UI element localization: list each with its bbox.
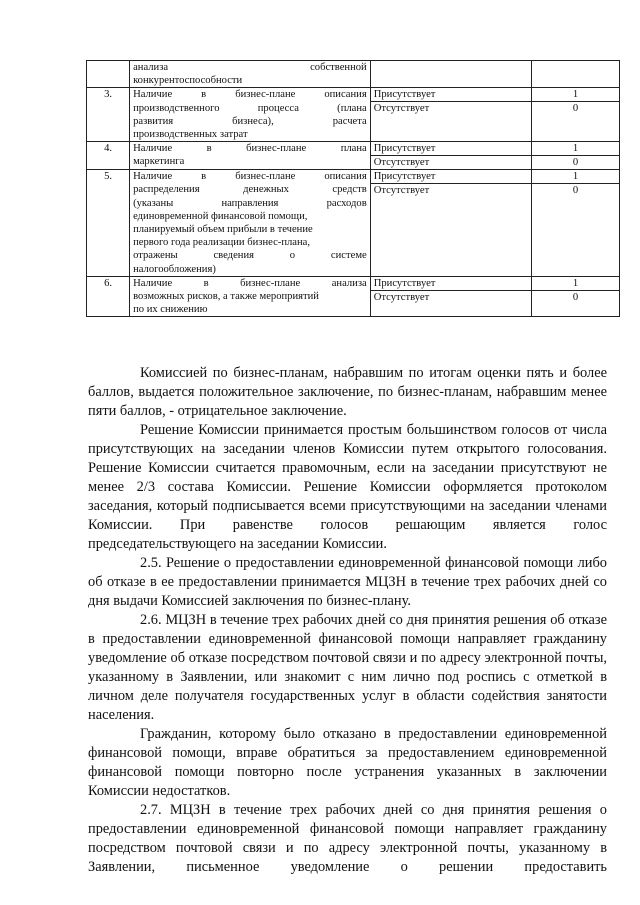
row-number-cell: 4. — [87, 142, 130, 170]
option-present: Присутствует — [373, 171, 436, 183]
criterion-line: конкурентоспособности — [133, 75, 243, 87]
criterion-line: Наличие в бизнес-плане описания — [133, 171, 367, 183]
criterion-cell — [130, 61, 371, 88]
criterion-line: единовременной финансовой помощи, — [133, 210, 308, 222]
option-absent: Отсутствует — [371, 183, 531, 197]
criterion-line: Наличие в бизнес-плане описания — [133, 89, 367, 101]
criterion-line: отражены сведения о системе — [133, 250, 367, 262]
criterion-line: развития бизнеса), расчета — [133, 115, 367, 127]
score-absent: 0 — [532, 155, 619, 169]
table-row — [87, 61, 620, 88]
criterion-line: первого года реализации бизнес-плана, — [133, 237, 311, 249]
criterion-line: Наличие в бизнес-плане анализа — [133, 277, 367, 289]
paragraph: 2.7. МЦЗН в течение трех рабочих дней со дня принятия решения о предоставлении единовременной финансовой помощи направляет гражданину посредством почтовой связи и по адресу электронной почты, указанному в Заявлении, письменное уведомление о решении предоставить — [88, 802, 607, 875]
paragraph: Комиссией по бизнес-планам, набравшим по итогам оценки пять и более баллов, выдается положительное заключение, по бизнес-планам, набравшим менее пяти баллов, - отрицательное заключение. — [88, 365, 607, 419]
option-absent: Отсутствует — [371, 290, 531, 304]
score-cell — [532, 142, 620, 170]
score-absent: 0 — [532, 290, 619, 304]
option-present: Присутствует — [373, 89, 436, 101]
paragraph: Решение Комиссии принимается простым большинством голосов от числа присутствующих на заседании членов Комиссии путем открытого голосования. Решение Комиссии считается правомочным, если на заседании присутствуют не менее 2/3 состава Комиссии. Решение Комиссии оформляется протоколом заседания, который подписывается всеми присутствующими на заседании членами Комиссии. При равенстве голосов решающим является голос председательствующего на заседании Комиссии. — [88, 422, 607, 552]
score-cell — [532, 170, 620, 277]
option-absent: Отсутствует — [371, 155, 531, 169]
criterion-line: по их снижению — [133, 304, 208, 316]
criterion-line: маркетинга — [133, 156, 185, 168]
criterion-line: Наличие в бизнес-плане плана — [133, 143, 367, 155]
body-text — [88, 364, 607, 877]
score-cell — [532, 276, 620, 317]
paragraph: 2.5. Решение о предоставлении единовременной финансовой помощи либо об отказе в ее предоставлении принимается МЦЗН в течение трех рабочих дней со дня выдачи Комиссией заключения по бизнес-плану. — [88, 555, 607, 609]
criterion-line: планируемый объем прибыли в течение — [133, 224, 313, 236]
option-cell — [370, 88, 531, 142]
row-number-cell: 6. — [87, 276, 130, 317]
criterion-line: производственного процесса (плана — [133, 102, 367, 114]
criterion-cell — [130, 88, 371, 142]
table-row — [87, 170, 620, 277]
criterion-line: распределения денежных средств — [133, 184, 367, 196]
option-present: Присутствует — [373, 277, 436, 289]
row-number-cell: 5. — [87, 170, 130, 277]
option-cell — [370, 61, 531, 88]
score-cell — [532, 61, 620, 88]
option-absent: Отсутствует — [371, 101, 531, 115]
score-present: 1 — [572, 89, 579, 101]
paragraph: Гражданин, которому было отказано в предоставлении единовременной финансовой помощи, вправе обратиться за предоставлением единовременной финансовой помощи повторно после устранения указанных в заключении Комиссии недостатков. — [88, 726, 607, 799]
paragraph: 2.6. МЦЗН в течение трех рабочих дней со дня принятия решения об отказе в предоставлении единовременной финансовой помощи направляет гражданину уведомление об отказе посредством почтовой связи и по адресу электронной почты, указанному в Заявлении, или знакомит с ним лично под роспись с отметкой в личном деле получателя государственных услуг в области содействия занятости населения. — [88, 612, 607, 723]
criterion-line: возможных рисков, а также мероприятий — [133, 291, 319, 303]
option-present: Присутствует — [373, 143, 436, 155]
criterion-line: (указаны направления расходов — [133, 197, 367, 209]
criterion-line: производственных затрат — [133, 129, 248, 141]
score-absent: 0 — [532, 101, 619, 115]
table-row — [87, 88, 620, 142]
row-number-cell: 3. — [87, 88, 130, 142]
row-number-cell — [87, 61, 130, 88]
score-absent: 0 — [532, 183, 619, 197]
criterion-line: налогообложения) — [133, 263, 216, 275]
option-cell — [370, 142, 531, 170]
option-cell — [370, 170, 531, 277]
criterion-cell — [130, 170, 371, 277]
score-present: 1 — [572, 171, 579, 183]
score-present: 1 — [572, 277, 579, 289]
score-cell — [532, 88, 620, 142]
criterion-line: анализа собственной — [133, 62, 367, 73]
criterion-cell — [130, 276, 371, 317]
table-row — [87, 276, 620, 317]
criterion-cell — [130, 142, 371, 170]
criteria-table — [86, 60, 620, 317]
option-cell — [370, 276, 531, 317]
score-present: 1 — [572, 143, 579, 155]
table-row — [87, 142, 620, 170]
